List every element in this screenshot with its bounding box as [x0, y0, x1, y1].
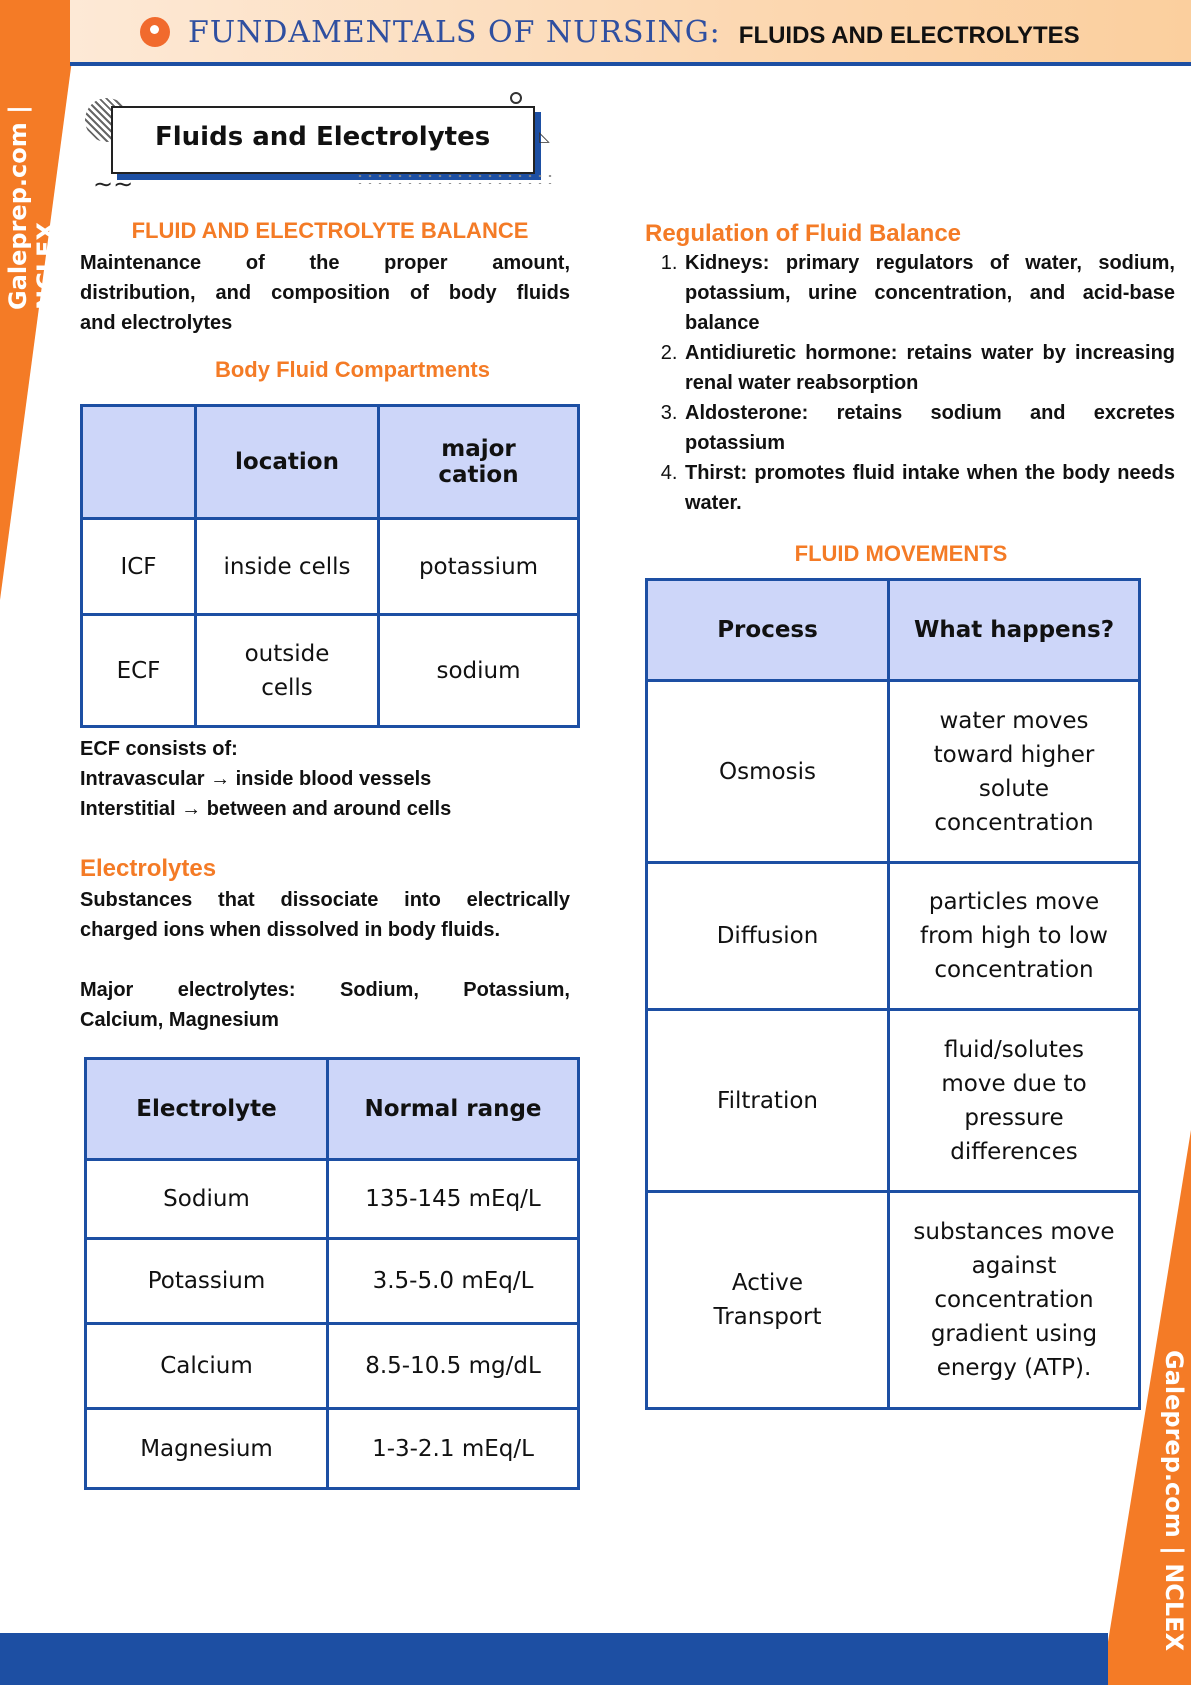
- page-header: [70, 0, 1191, 66]
- electrolyte-ranges-table: [84, 1057, 580, 1490]
- page-title: Fluids and Electrolytes: [155, 122, 491, 152]
- compartments-table: [80, 404, 580, 728]
- regulation-list: [643, 248, 1175, 518]
- left-watermark: Galeprep.com | NCLEX: [4, 105, 60, 310]
- balance-line: distribution, and composition of body fluids: [80, 282, 570, 304]
- movements-heading: FLUID MOVEMENTS: [794, 541, 1008, 566]
- ecf-line: Intravascular → inside blood vessels: [80, 768, 432, 790]
- table-cell: substances move against concentration gradient using energy (ATP).: [889, 1192, 1140, 1409]
- table-cell: outside cells: [196, 615, 379, 727]
- dot-pattern: [355, 172, 555, 184]
- table-cell: Diffusion: [647, 863, 889, 1010]
- balance-definition: [80, 248, 570, 338]
- table-row: [647, 1010, 1140, 1192]
- electrolytes-line: charged ions when dissolved in body fluids.: [80, 919, 501, 941]
- footer-bar: [0, 1633, 1108, 1685]
- table-cell: 1-3-2.1 mEq/L: [328, 1409, 579, 1489]
- table-cell: 135-145 mEq/L: [328, 1160, 579, 1239]
- table-cell: ICF: [82, 519, 196, 615]
- wave-icon: ∼∼: [93, 171, 134, 198]
- table-header-row: [86, 1059, 579, 1160]
- list-item: 2. Antidiuretic hormone: retains water by increasing renal water reabsorption: [683, 338, 1175, 398]
- table-cell: 3.5-5.0 mEq/L: [328, 1239, 579, 1324]
- table-cell: water moves toward higher solute concentration: [889, 681, 1140, 863]
- list-item: 4. Thirst: promotes fluid intake when the body needs water.: [683, 458, 1175, 518]
- balance-heading: FLUID AND ELECTROLYTE BALANCE: [131, 218, 529, 243]
- table-cell: potassium: [379, 519, 579, 615]
- major-line: Major electrolytes: Sodium, Potassium,: [80, 979, 570, 1001]
- ecf-line: Interstitial → between and around cells: [80, 798, 452, 820]
- table-header-cell: major cation: [379, 406, 579, 519]
- table-cell: Potassium: [86, 1239, 328, 1324]
- ecf-line: ECF consists of:: [80, 738, 238, 760]
- table-header-row: [82, 406, 579, 519]
- table-cell: ECF: [82, 615, 196, 727]
- table-cell: particles move from high to low concentration: [889, 863, 1140, 1010]
- electrolytes-heading: Electrolytes: [80, 855, 217, 882]
- fluid-movements-table: [645, 578, 1141, 1410]
- major-electrolytes: [80, 975, 570, 1035]
- list-item: 1. Kidneys: primary regulators of water, sodium, potassium, urine concentration, and acid-base balance: [683, 248, 1175, 338]
- triangle-icon: ◺: [539, 128, 550, 144]
- regulation-heading: Regulation of Fluid Balance: [645, 220, 962, 247]
- table-row: [86, 1409, 579, 1489]
- ring-icon: [510, 92, 522, 104]
- header-subtitle: FLUIDS AND ELECTROLYTES: [738, 22, 1080, 49]
- header-title: FUNDAMENTALS OF NURSING:: [188, 14, 721, 50]
- logo-icon: [140, 17, 170, 47]
- major-line: Calcium, Magnesium: [80, 1009, 279, 1031]
- table-header-row: [647, 580, 1140, 681]
- table-header-cell: location: [196, 406, 379, 519]
- table-cell: 8.5-10.5 mg/dL: [328, 1324, 579, 1409]
- table-cell: Magnesium: [86, 1409, 328, 1489]
- electrolytes-line: Substances that dissociate into electrically: [80, 889, 570, 911]
- table-cell: Filtration: [647, 1010, 889, 1192]
- table-cell: Calcium: [86, 1324, 328, 1409]
- balance-line: and electrolytes: [80, 312, 233, 334]
- table-header-cell: What happens?: [889, 580, 1140, 681]
- table-cell: Active Transport: [647, 1192, 889, 1409]
- table-row: [647, 1192, 1140, 1409]
- table-cell: sodium: [379, 615, 579, 727]
- table-row: [647, 863, 1140, 1010]
- table-row: [86, 1239, 579, 1324]
- table-row: [86, 1160, 579, 1239]
- table-row: [647, 681, 1140, 863]
- table-cell: fluid/solutes move due to pressure differences: [889, 1010, 1140, 1192]
- table-cell: inside cells: [196, 519, 379, 615]
- table-header-cell: Normal range: [328, 1059, 579, 1160]
- table-row: [82, 519, 579, 615]
- balance-line: Maintenance of the proper amount,: [80, 252, 570, 274]
- table-header-cell: Process: [647, 580, 889, 681]
- compartments-heading: Body Fluid Compartments: [214, 357, 490, 382]
- table-row: [86, 1324, 579, 1409]
- table-cell: Osmosis: [647, 681, 889, 863]
- list-item: 3. Aldosterone: retains sodium and excretes potassium: [683, 398, 1175, 458]
- table-cell: Sodium: [86, 1160, 328, 1239]
- electrolytes-definition: [80, 885, 570, 945]
- table-row: [82, 615, 579, 727]
- page-title-banner: [85, 92, 565, 198]
- ecf-composition: [80, 734, 600, 824]
- table-header-cell: Electrolyte: [86, 1059, 328, 1160]
- right-watermark: Galeprep.com | NCLEX: [1160, 1350, 1188, 1652]
- table-header-cell: [82, 406, 196, 519]
